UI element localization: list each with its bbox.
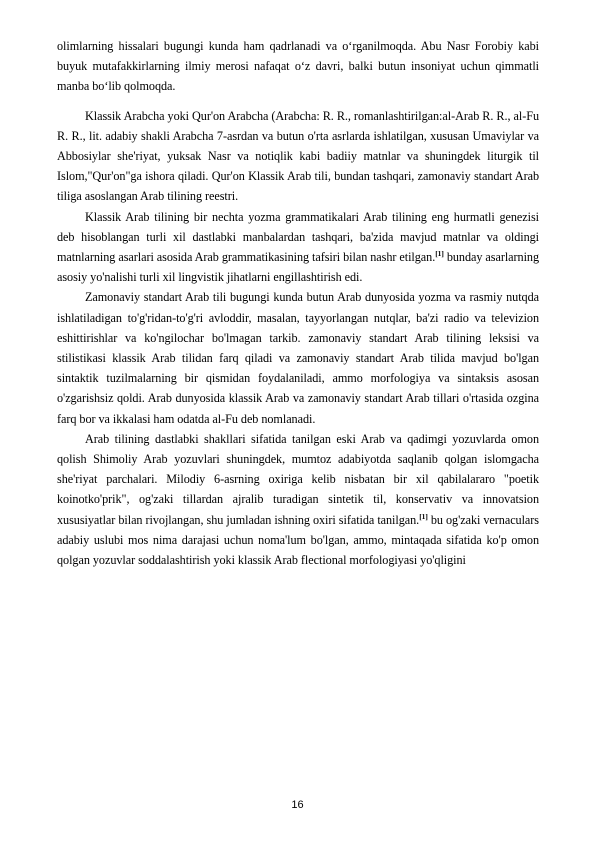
- page-number: 16: [291, 799, 304, 811]
- paragraph-2: Klassik Arabcha yoki Qur'on Arabcha (Arabcha: R. R., romanlashtirilgan:al-Arab R. R., al-Fu R. R., lit. adabiy shakli Arabcha 7-asrdan va butun o'rta asrlarda ishlatilgan, xususan Umaviylar va Abbosiylar she'riyat, yuksak Nasr va notiqlik kabi badiiy matnlar va shuningdek liturgik til Islom,"Qur'on"ga ishora qiladi. Qur'on Klassik Arab tili, bundan tashqari, zamonaviy standart Arab tiliga asoslangan Arab tilining reestri.: [57, 108, 539, 204]
- paragraph-5-text-b: bu og'zaki vernaculars adabiy uslubi mos nima darajasi uchun noma'lum bo'lgan, ammo, mintaqada sifatida ko'p omon qolgan yozuvlar soddalashtirish yoki klassik Arab flectional morfologiyasi yo'qligini: [57, 512, 539, 568]
- paragraph-1: olimlarning hissalari bugungi kunda ham qadrlanadi va o‘rganilmoqda. Abu Nasr Forobiy kabi buyuk mutafakkirlarning ilmiy merosi nafaqat o‘z davri, balki butun insoniyat uchun qimmatli manba bo‘lib qolmoqda.: [57, 39, 539, 94]
- paragraph-3-text-b: bunday asarlarning asosiy yo'nalishi turli xil lingvistik jihatlarni engillashtirish edi.: [57, 250, 540, 285]
- paragraph-3-text-a: Klassik Arab tilining bir nechta yozma grammatikalari Arab tilining eng hurmatli genezisi deb hisoblangan turli xil dastlabki manbalardan tashqari, ba'zida mavjud matnlar va oldingi matnlarning asarlari asosida Arab grammatikasining tafsiri bilan nashr etilgan.: [57, 209, 539, 265]
- paragraph-5-text-a: Arab tilining dastlabki shakllari sifatida tanilgan eski Arab va qadimgi yozuvlarda omon qolish Shimoliy Arab yozuvlari shuningdek, mumtoz adabiyotda saqlanib qolgan islomgacha she'riyat parchalari. Milodiy 6-asrning oxiriga kelib nisbatan bir xil qabilalararo "poetik koinotko'prik", og'zaki tillardan ajralib turadigan sintetik til, konservativ va innovatsion xususiyatlar bilan rivojlangan, shu jumladan ishning oxiri sifatida tanilgan.: [57, 431, 539, 527]
- paragraph-5: [57, 429, 539, 570]
- body-text: [57, 36, 539, 570]
- paragraph-4: Zamonaviy standart Arab tili bugungi kunda butun Arab dunyosida yozma va rasmiy nutqda ishlatiladigan to'g'ridan-to'g'ri avloddir, masalan, tayyorlangan nutqlar, ba'zi radio va televizion eshittirishlar va ko'ngilochar bo'lmagan tarkib. zamonaviy standart Arab tilining leksisi va stilistikasi klassik Arab tilidan farq qiladi va zamonaviy standart Arab tilida mavjud bo'lgan sintaktik tuzilmalarning bir qismidan foydalaniladi, ammo morfologiya va sintaksis asosan o'zgarishsiz qoldi. Arab dunyosida klassik Arab va zamonaviy standart Arab tillari o'rtasida ozgina farq bor va ikkalasi ham odatda al-Fu deb nomlanadi.: [57, 290, 539, 426]
- paragraph-3: [57, 207, 539, 288]
- footnote-ref-1[interactable]: [1]: [435, 249, 444, 259]
- footnote-ref-2[interactable]: [1]: [419, 511, 428, 521]
